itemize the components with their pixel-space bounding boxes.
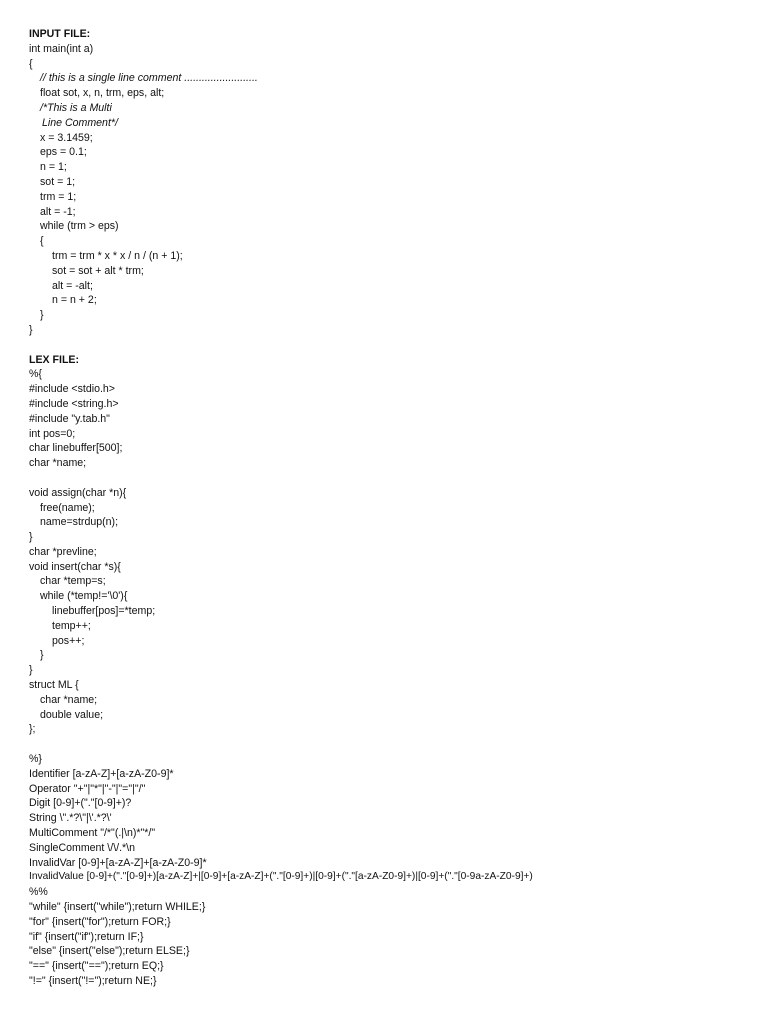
code-line: %% (29, 886, 48, 899)
code-line: while (*temp!='\0'){ (40, 590, 128, 603)
code-line-comment: Line Comment*/ (42, 116, 118, 129)
code-line: #include <stdio.h> (29, 383, 115, 396)
code-line: int main(int a) (29, 42, 94, 55)
code-line-comment: /*This is a Multi (40, 101, 112, 114)
code-line: struct ML { (29, 679, 79, 692)
code-line: "while" {insert("while");return WHILE;} (29, 901, 206, 914)
code-line: SingleComment \/\/.*\n (29, 841, 135, 854)
code-line: temp++; (52, 619, 91, 632)
lex-code-block (29, 367, 759, 988)
code-line: free(name); (40, 501, 95, 514)
code-line: #include <string.h> (29, 397, 119, 410)
code-line-comment: // this is a single line comment ......................... (40, 72, 258, 85)
code-line: char linebuffer[500]; (29, 442, 123, 455)
document-page (29, 27, 759, 989)
code-line: MultiComment "/*"(.|\n)*"*/" (29, 827, 156, 840)
code-line: char *name; (29, 457, 87, 470)
code-line: pos++; (52, 634, 85, 647)
code-line: } (40, 649, 44, 662)
code-line: sot = sot + alt * trm; (52, 264, 144, 277)
code-line (29, 471, 759, 486)
code-line: n = n + 2; (52, 294, 97, 307)
code-line: n = 1; (40, 161, 67, 174)
code-line: { (29, 57, 33, 70)
code-line: trm = trm * x * x / n / (n + 1); (52, 249, 183, 262)
code-line: alt = -1; (40, 205, 76, 218)
code-line: name=strdup(n); (40, 516, 119, 529)
code-line: sot = 1; (40, 175, 76, 188)
code-line: %} (29, 753, 42, 766)
code-line: Operator "+"|"*"|"-"|"="|"/" (29, 782, 146, 795)
code-line (29, 737, 759, 752)
code-line: String \".*?\"|\'.*?\' (29, 812, 112, 825)
code-line: "if" {insert("if");return IF;} (29, 930, 144, 943)
code-line: void assign(char *n){ (29, 486, 127, 499)
code-line: linebuffer[pos]=*temp; (52, 605, 156, 618)
code-line: } (29, 531, 33, 544)
code-line: Digit [0-9]+("."[0-9]+)? (29, 797, 132, 810)
code-line: InvalidVar [0-9]+[a-zA-Z]+[a-zA-Z0-9]* (29, 856, 207, 869)
code-line: } (29, 323, 33, 336)
code-line: #include "y.tab.h" (29, 412, 110, 425)
code-line: { (40, 235, 44, 248)
code-line: char *name; (40, 693, 98, 706)
code-line: while (trm > eps) (40, 220, 119, 233)
input-file-heading: INPUT FILE: (29, 28, 91, 40)
code-line: eps = 0.1; (40, 146, 87, 159)
lex-file-heading: LEX FILE: (29, 353, 80, 366)
code-line: "==" {insert("==");return EQ;} (29, 960, 164, 973)
code-line: float sot, x, n, trm, eps, alt; (40, 87, 165, 100)
code-line: double value; (40, 708, 104, 721)
code-line: InvalidValue [0-9]+("."[0-9]+)[a-zA-Z]+|[0-9]+[a-zA-Z]+("."[0-9]+)|[0-9]+("."[a-zA-Z0-9]+)|[0-9]+("."[0-9a-zA-Z0-9]+) (29, 871, 533, 883)
code-line: x = 3.1459; (40, 131, 93, 144)
spacer (29, 338, 759, 353)
code-line: }; (29, 723, 36, 736)
code-line: alt = -alt; (52, 279, 93, 292)
code-line: Identifier [a-zA-Z]+[a-zA-Z0-9]* (29, 767, 174, 780)
code-line: } (29, 664, 33, 677)
code-line: char *prevline; (29, 545, 97, 558)
code-line: "else" {insert("else");return ELSE;} (29, 945, 190, 958)
code-line: trm = 1; (40, 190, 77, 203)
code-line: char *temp=s; (40, 575, 106, 588)
code-line: } (40, 309, 44, 322)
input-code-block (29, 42, 759, 338)
code-line: void insert(char *s){ (29, 560, 121, 573)
code-line: "!=" {insert("!=");return NE;} (29, 975, 157, 987)
code-line: "for" {insert("for");return FOR;} (29, 915, 171, 928)
code-line: %{ (29, 368, 42, 381)
code-line: int pos=0; (29, 427, 76, 440)
